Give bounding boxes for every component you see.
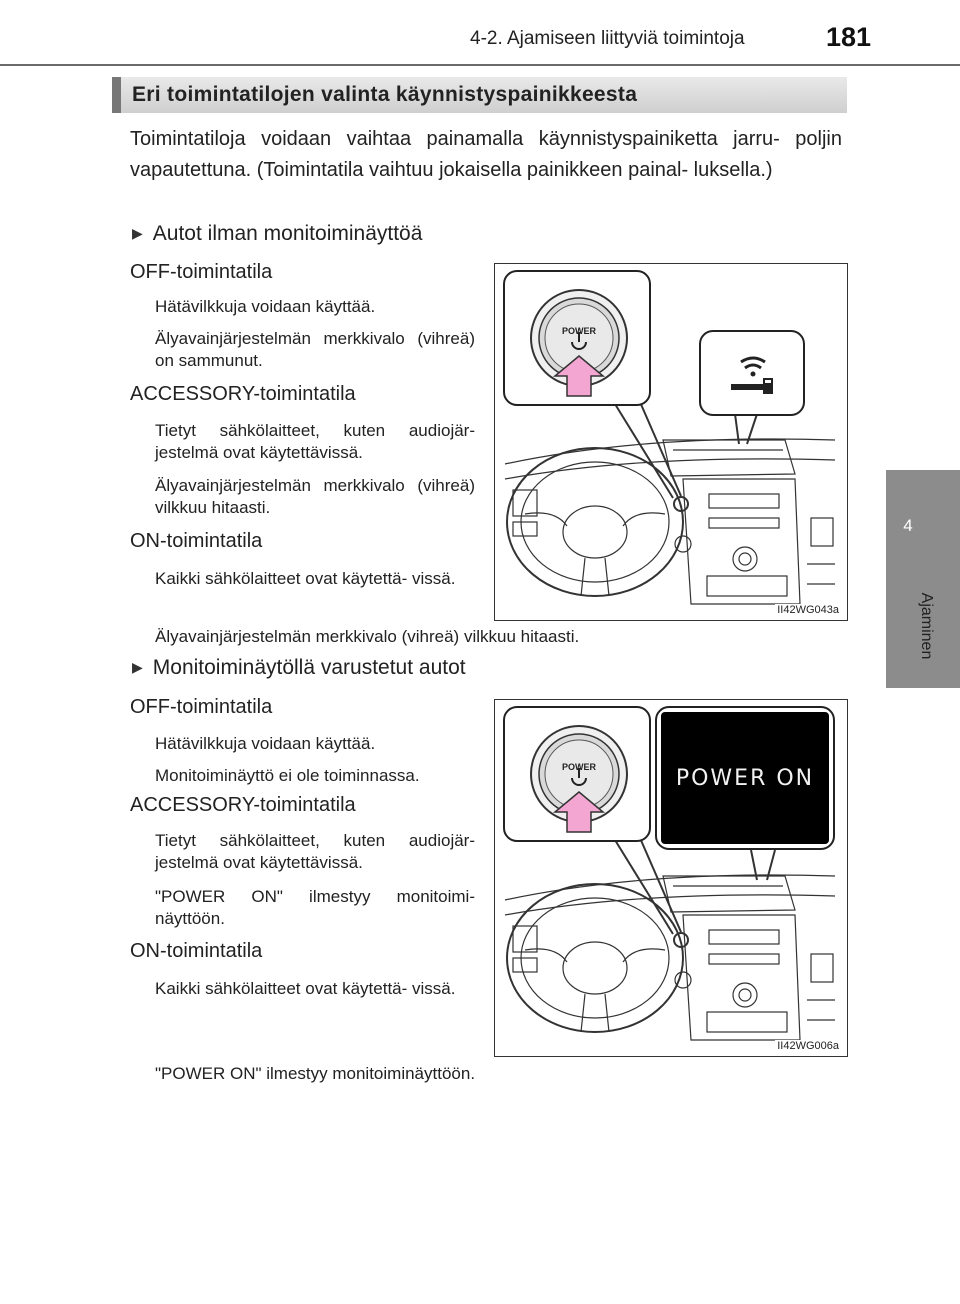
subheading-no-display bbox=[132, 222, 422, 246]
power-button-callout bbox=[503, 706, 651, 842]
mode-title-on: ON-toimintatila bbox=[130, 940, 263, 962]
power-button-icon bbox=[505, 708, 649, 840]
mode-title-off: OFF-toimintatila bbox=[130, 696, 273, 718]
page-number: 181 bbox=[826, 22, 872, 52]
mode-desc-off-2: Älyavainjärjestelmän merkkivalo (vihreä) on sammunut. bbox=[155, 329, 475, 370]
smart-key-indicator-callout bbox=[699, 330, 805, 416]
mode-desc-accessory-2: Älyavainjärjestelmän merkkivalo (vihreä) vilkkuu hitaasti. bbox=[155, 476, 475, 517]
figure-code: II42WG043a bbox=[777, 604, 839, 616]
header-divider bbox=[0, 64, 960, 66]
section-title: Eri toimintatilojen valinta käynnistyspainikkeesta bbox=[132, 83, 638, 106]
dashboard-figure-1 bbox=[494, 263, 848, 621]
mode-desc-off-2: Monitoiminäyttö ei ole toiminnassa. bbox=[155, 766, 420, 785]
power-button-callout bbox=[503, 270, 651, 406]
mode-desc-accessory-2: "POWER ON" ilmestyy monitoimi- näyttöön. bbox=[155, 887, 475, 928]
header-section-title: 4-2. Ajamiseen liittyviä toimintoja bbox=[470, 28, 745, 49]
dashboard-figure-2 bbox=[494, 699, 848, 1057]
mode-desc-off-1: Hätävilkkuja voidaan käyttää. bbox=[155, 734, 376, 753]
intro-paragraph: Toimintatiloja voidaan vaihtaa painamalla käynnistyspainiketta jarru- poljin vapautettuna. (Toimintatila vaihtuu jokaisella painikkeen painal- luksella.) bbox=[130, 128, 842, 181]
triangle-bullet-icon: ▶ bbox=[132, 225, 143, 241]
mode-desc-on-1: Kaikki sähkölaitteet ovat käytettä- vissä. bbox=[155, 569, 456, 588]
mode-desc-accessory-1: Tietyt sähkölaitteet, kuten audiojär- jestelmä ovat käytettävissä. bbox=[155, 831, 475, 872]
mode-title-on: ON-toimintatila bbox=[130, 530, 263, 552]
mode-title-off: OFF-toimintatila bbox=[130, 261, 273, 283]
multi-display-callout bbox=[655, 706, 835, 850]
mode-desc-accessory-1: Tietyt sähkölaitteet, kuten audiojär- jestelmä ovat käytettävissä. bbox=[155, 421, 475, 462]
multi-display-text: POWER ON bbox=[675, 765, 815, 791]
subheading-with-display-text: Monitoiminäytöllä varustetut autot bbox=[152, 656, 466, 679]
triangle-bullet-icon: ▶ bbox=[132, 659, 143, 675]
smart-key-indicator-icon bbox=[701, 332, 803, 414]
power-button-icon bbox=[505, 272, 649, 404]
mode-desc-on-2: Älyavainjärjestelmän merkkivalo (vihreä) vilkkuu hitaasti. bbox=[155, 627, 580, 646]
mode-title-accessory: ACCESSORY-toimintatila bbox=[130, 794, 356, 816]
mode-desc-on-2: "POWER ON" ilmestyy monitoiminäyttöön. bbox=[155, 1064, 476, 1083]
multi-display-screen bbox=[661, 712, 829, 844]
chapter-number: 4 bbox=[903, 516, 913, 535]
power-button-label: POWER bbox=[561, 762, 596, 772]
mode-desc-off-1: Hätävilkkuja voidaan käyttää. bbox=[155, 297, 376, 316]
subheading-no-display-text: Autot ilman monitoiminäyttöä bbox=[152, 222, 423, 245]
mode-title-accessory: ACCESSORY-toimintatila bbox=[130, 383, 356, 405]
subheading-with-display bbox=[132, 656, 466, 680]
chapter-label: Ajaminen bbox=[918, 592, 935, 660]
mode-desc-on-1: Kaikki sähkölaitteet ovat käytettä- vissä. bbox=[155, 979, 456, 998]
power-button-label: POWER bbox=[561, 326, 596, 336]
figure-code: II42WG006a bbox=[777, 1040, 839, 1052]
